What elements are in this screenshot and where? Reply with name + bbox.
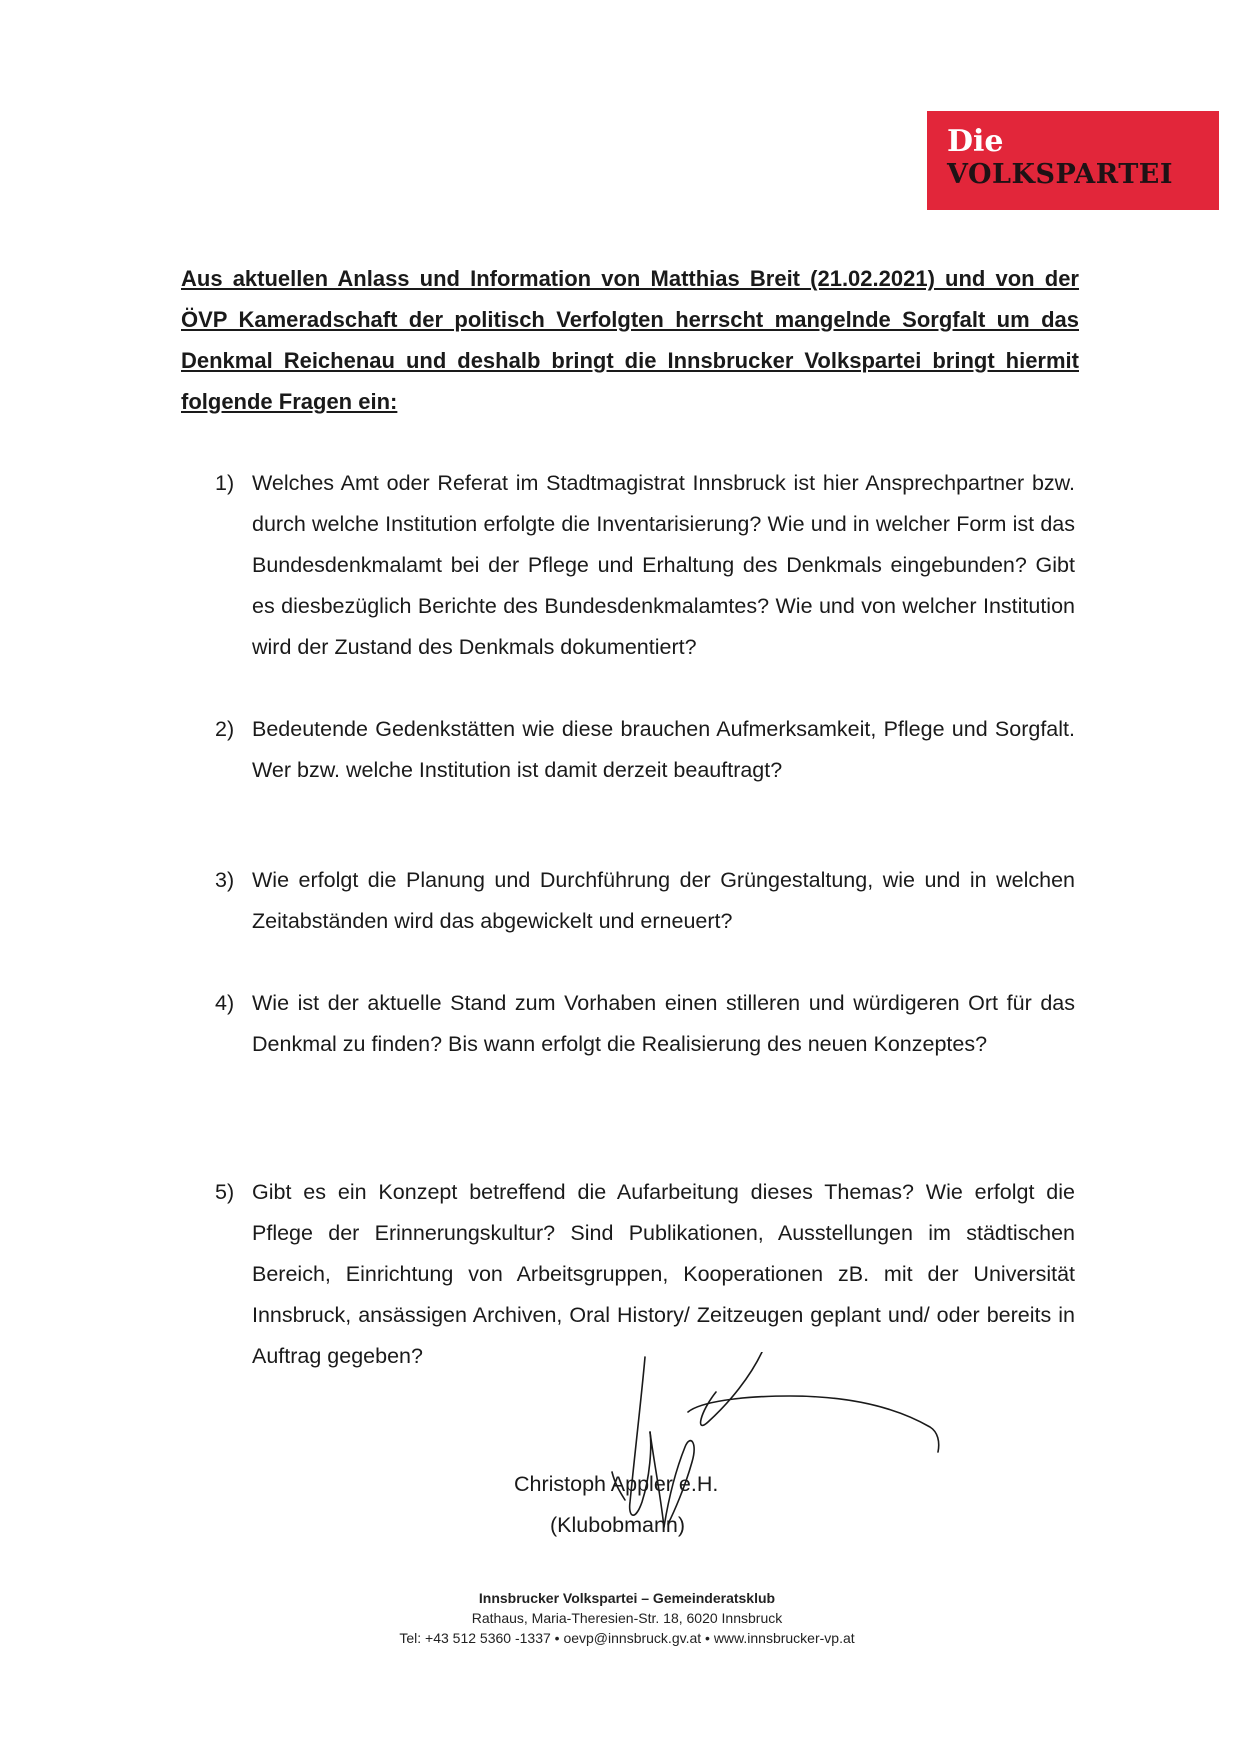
question-text: Gibt es ein Konzept betreffend die Aufarbeitung dieses Themas? Wie erfolgt die Pflege der Erinnerungskultur? Sind Publikationen, Ausstellungen im städtischen Bereich, Einrichtung von Arbeitsgruppen, Kooperationen zB. mit der Universität Innsbruck, ansässigen Archiven, Oral History/ Zeitzeugen geplant und/ oder bereits in Auftrag gegeben? bbox=[252, 1180, 1075, 1368]
question-number: 5) bbox=[215, 1180, 235, 1204]
signer-role: (Klubobmann) bbox=[550, 1513, 686, 1537]
question-item bbox=[215, 463, 1075, 668]
intro-paragraph: Aus aktuellen Anlass und Information von Matthias Breit (21.02.2021) und von der ÖVP Kameradschaft der politisch Verfolgten herrscht mangelnde Sorgfalt um das Denkmal Reichenau und deshalb bringt die Innsbrucker Volkspartei bringt hiermit folgende Fragen ein: bbox=[181, 266, 1079, 414]
question-text: Bedeutende Gedenkstätten wie diese brauchen Aufmerksamkeit, Pflege und Sorgfalt. Wer bzw. welche Institution ist damit derzeit beauftragt? bbox=[252, 717, 1075, 782]
logo-line-die: Die bbox=[947, 124, 1004, 159]
question-item bbox=[215, 860, 1075, 942]
page-footer bbox=[0, 1588, 1254, 1648]
footer-organization: Innsbrucker Volkspartei – Gemeinderatsklub bbox=[478, 1590, 776, 1606]
question-number: 4) bbox=[215, 991, 235, 1015]
footer-contact: Tel: +43 512 5360 -1337 • oevp@innsbruck.gv.at • www.innsbrucker-vp.at bbox=[399, 1630, 855, 1646]
volkspartei-logo bbox=[927, 111, 1219, 210]
footer-address: Rathaus, Maria-Theresien-Str. 18, 6020 Innsbruck bbox=[471, 1610, 783, 1626]
question-text: Welches Amt oder Referat im Stadtmagistrat Innsbruck ist hier Ansprechpartner bzw. durch welche Institution erfolgte die Inventarisierung? Wie und in welcher Form ist das Bundesdenkmalamt bei der Pflege und Erhaltung des Denkmals eingebunden? Gibt es diesbezüglich Berichte des Bundesdenkmalamtes? Wie und von welcher Institution wird der Zustand des Denkmals dokumentiert? bbox=[252, 471, 1075, 659]
question-text: Wie ist der aktuelle Stand zum Vorhaben einen stilleren und würdigeren Ort für das Denkmal zu finden? Bis wann erfolgt die Realisierung des neuen Konzeptes? bbox=[252, 991, 1075, 1056]
question-number: 3) bbox=[215, 868, 235, 892]
signer-name: Christoph Appler e.H. bbox=[514, 1472, 719, 1496]
question-item bbox=[215, 709, 1075, 791]
logo-line-volkspartei: VOLKSPARTEI bbox=[947, 159, 1173, 190]
faint-header-text bbox=[640, 52, 940, 142]
question-text: Wie erfolgt die Planung und Durchführung der Grüngestaltung, wie und in welchen Zeitabständen wird das abgewickelt und erneuert? bbox=[252, 868, 1075, 933]
question-number: 1) bbox=[215, 471, 235, 495]
question-item bbox=[215, 1172, 1075, 1377]
question-item bbox=[215, 983, 1075, 1065]
question-number: 2) bbox=[215, 717, 235, 741]
